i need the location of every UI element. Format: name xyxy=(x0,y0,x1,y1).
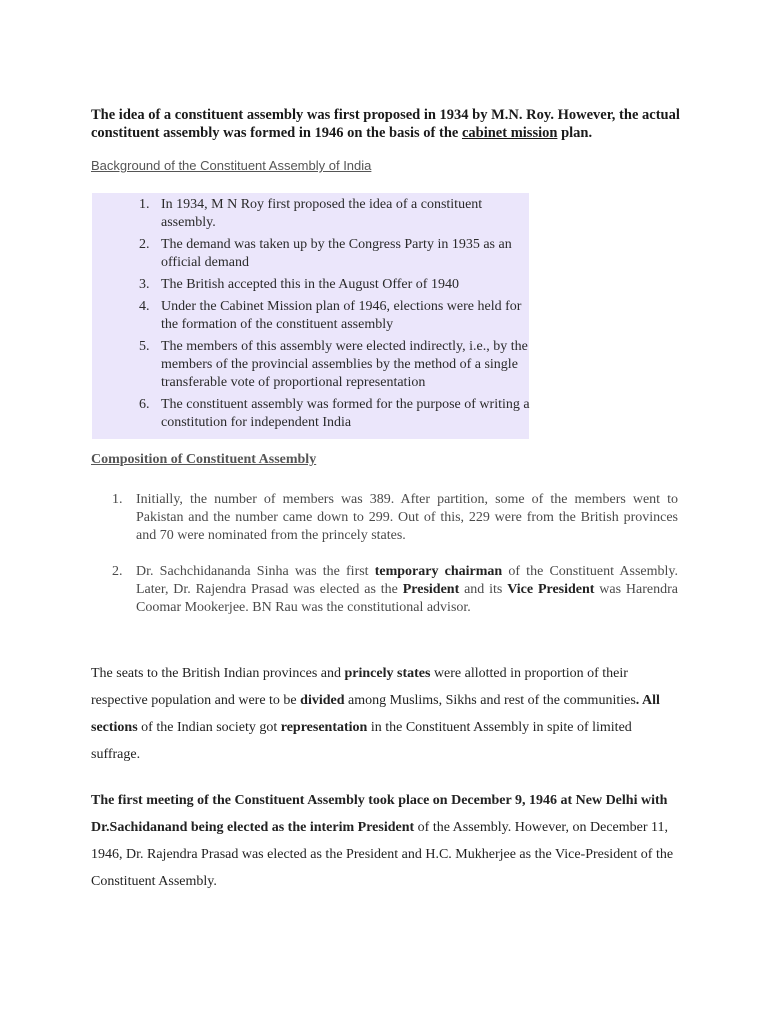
paragraph-text: in the Constituent Assembly in spite of limited suffrage. xyxy=(91,720,632,762)
list-item-text: Initially, the number of members was 389. After partition, some of the members went to Pakistan and the number came down to 299. Out of this, 229 were from the British provinces and 70 were nominated from the princely states. xyxy=(136,492,678,543)
intro-text-start: The idea of a constituent assembly was first proposed in 1934 by M.N. Roy. However, the actual constituent assembly was formed in 1946 on the basis of the xyxy=(91,107,680,141)
list-item-text: The constituent assembly was formed for the purpose of writing a constitution for independent India xyxy=(161,397,530,430)
bold-text: princely states xyxy=(344,666,431,681)
paragraph-text: among Muslims, Sikhs and rest of the communities xyxy=(344,693,636,708)
list-item-text: and its xyxy=(459,582,508,597)
list-item-text: of the Constituent Assembly. Later, Dr. Rajendra Prasad was elected as the xyxy=(136,564,678,597)
bold-text: President xyxy=(402,582,460,597)
list-item xyxy=(112,563,678,617)
paragraph-text: The seats to the British Indian provinces and xyxy=(91,666,345,681)
paragraph-text: were allotted in proportion of their respective population and were to be xyxy=(91,666,628,708)
intro-text-end: plan. xyxy=(557,125,593,141)
list-item-number: 1. xyxy=(112,492,123,507)
list-item-number: 5. xyxy=(139,339,150,354)
cabinet-mission-link[interactable]: cabinet mission xyxy=(461,125,558,141)
paragraph-text: of the Indian society got xyxy=(137,720,281,735)
seats-paragraph xyxy=(91,660,681,768)
list-item-text: was Harendra Coomar Mookerjee. BN Rau was the constitutional advisor. xyxy=(136,582,678,615)
list-item-text: The demand was taken up by the Congress Party in 1935 as an official demand xyxy=(161,237,512,270)
first-meeting-paragraph xyxy=(91,787,681,895)
background-list xyxy=(130,196,530,436)
bold-text: . All sections xyxy=(91,693,660,735)
list-item-text: The members of this assembly were elected indirectly, i.e., by the members of the provincial assemblies by the method of a single transferable vote of proportional representation xyxy=(161,339,528,390)
bold-text: representation xyxy=(280,720,368,735)
list-item-number: 4. xyxy=(139,299,150,314)
composition-list xyxy=(112,491,678,617)
list-item-number: 1. xyxy=(139,197,150,212)
list-item xyxy=(130,338,530,392)
list-item-text: The British accepted this in the August Offer of 1940 xyxy=(161,277,459,292)
list-item-number: 2. xyxy=(112,564,123,579)
paragraph-text: of the Assembly. However, on December 11, 1946, Dr. Rajendra Prasad was elected as the President and H.C. Mukherjee as the Vice-President of the Constituent Assembly. xyxy=(91,820,674,889)
bold-text: The first meeting of the Constituent Assembly took place on December 9, 1946 at New Delhi with Dr.Sachidanand being elected as the interim President xyxy=(91,793,668,835)
list-item xyxy=(130,396,530,432)
list-item-text: Dr. Sachchidananda Sinha was the first xyxy=(136,564,375,579)
composition-heading: Composition of Constituent Assembly xyxy=(91,452,317,467)
list-item-number: 6. xyxy=(139,397,150,412)
list-item xyxy=(130,196,530,232)
background-heading: Background of the Constituent Assembly of India xyxy=(91,158,372,173)
list-item-text: In 1934, M N Roy first proposed the idea of a constituent assembly. xyxy=(161,197,483,230)
list-item xyxy=(130,276,530,294)
intro-paragraph xyxy=(91,106,681,142)
list-item xyxy=(130,236,530,272)
list-item xyxy=(112,491,678,545)
list-item-text: Under the Cabinet Mission plan of 1946, elections were held for the formation of the constituent assembly xyxy=(161,299,522,332)
bold-text: Vice President xyxy=(507,582,595,597)
list-item xyxy=(130,298,530,334)
list-item-number: 3. xyxy=(139,277,150,292)
list-item-number: 2. xyxy=(139,237,150,252)
bold-text: divided xyxy=(300,693,345,708)
bold-text: temporary chairman xyxy=(374,564,503,579)
